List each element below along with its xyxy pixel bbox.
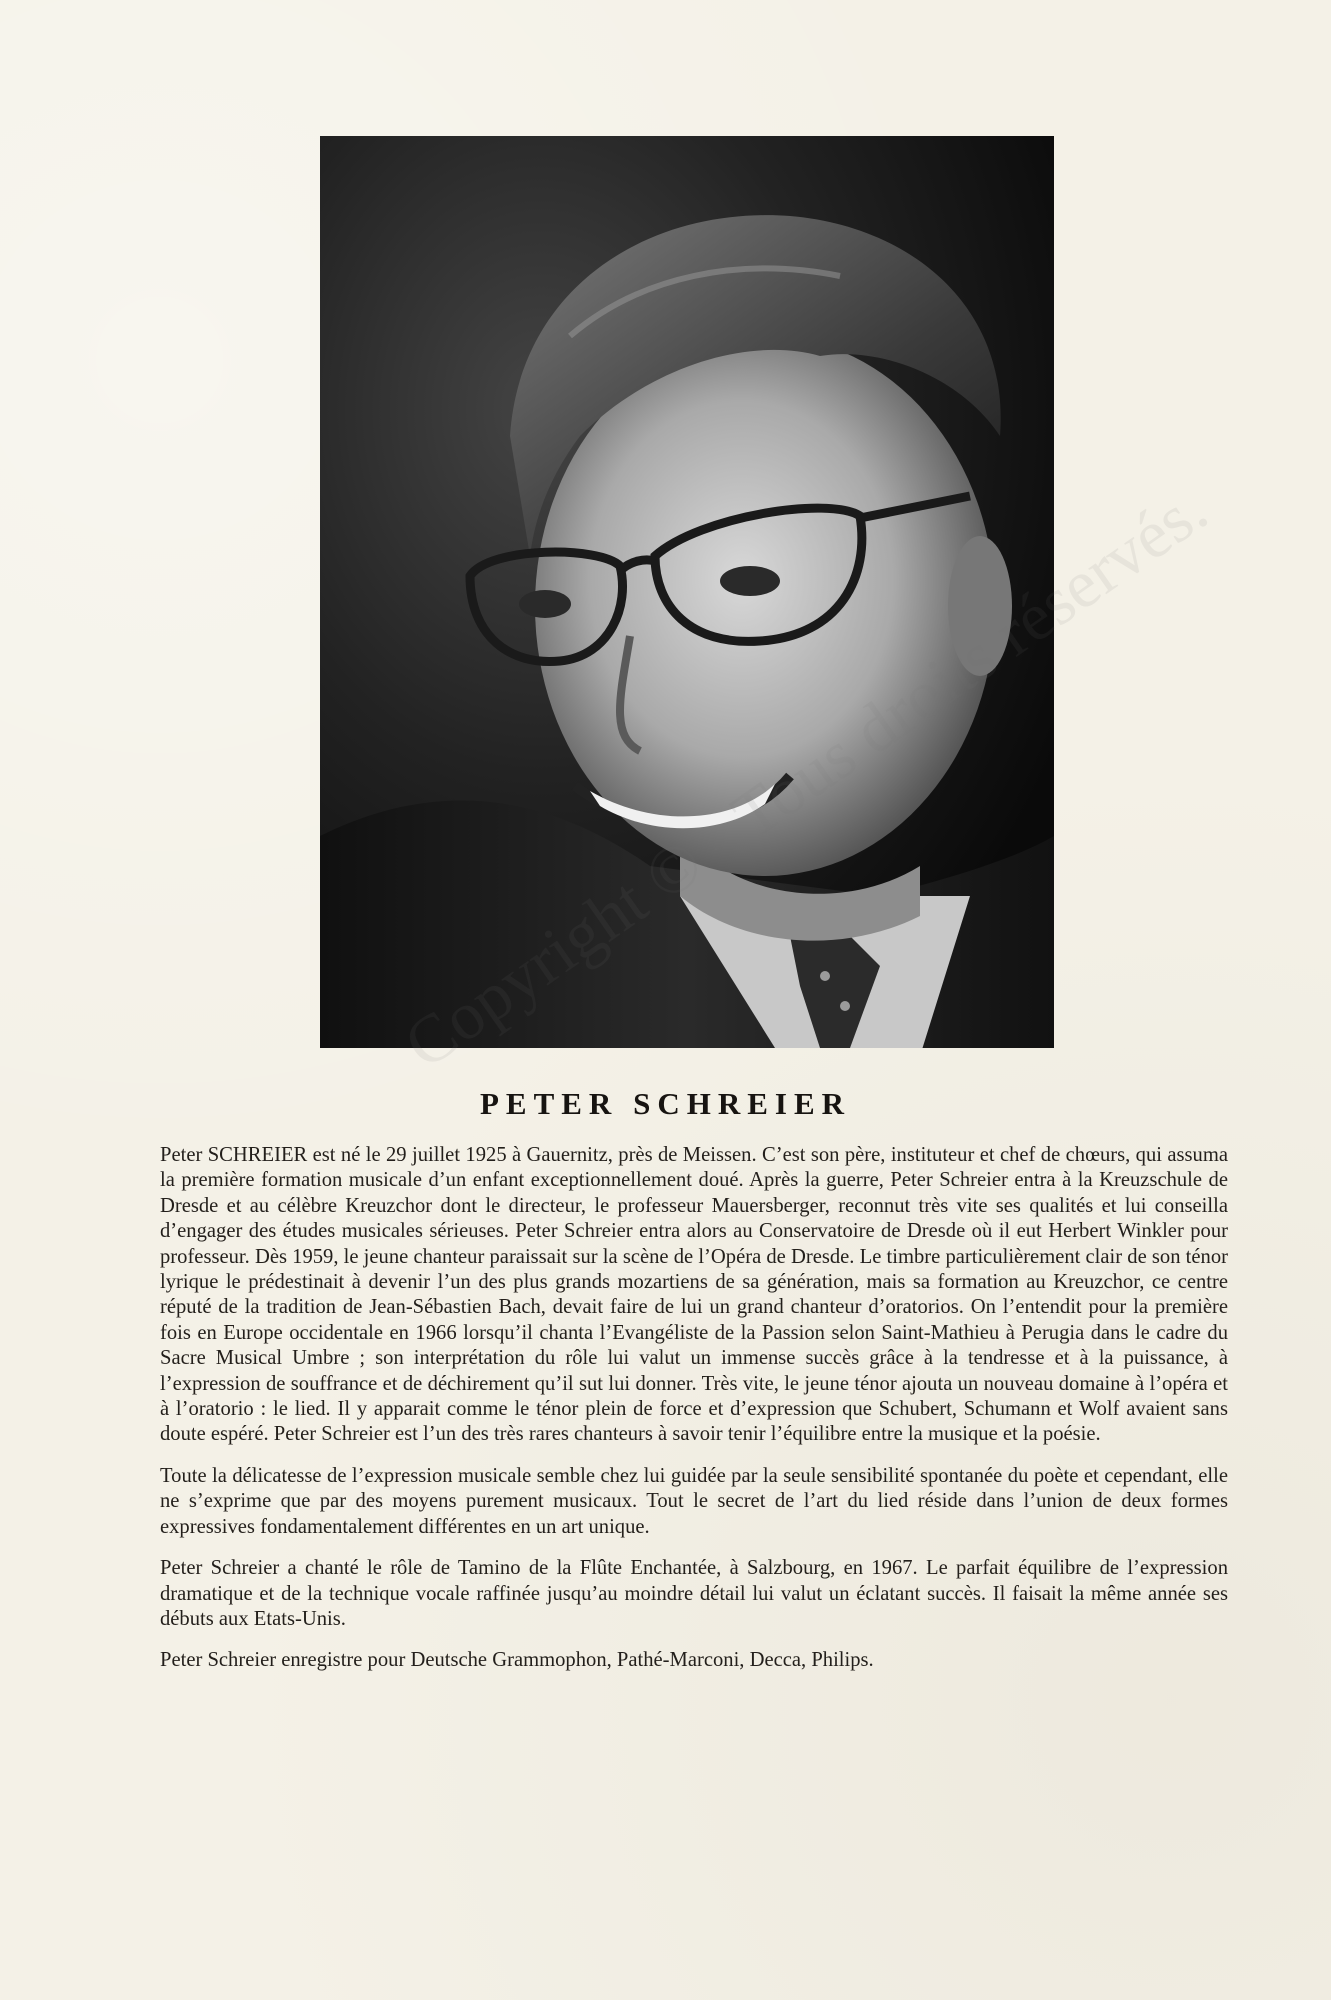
paragraph: Peter Schreier enregistre pour Deutsche Grammophon, Pathé-Marconi, Decca, Philips. bbox=[160, 1649, 874, 1672]
page-title: PETER SCHREIER bbox=[479, 1086, 852, 1121]
portrait-illustration bbox=[320, 136, 1054, 1048]
paragraph: Peter Schreier a chanté le rôle de Tamino de la Flûte Enchantée, à Salzbourg, en 1967. Le parfait équilibre de l’expression dramatique et de la technique vocale raffinée jusqu’au moindre détail lui valut un éclatant succès. Il faisait la même année ses débuts aux Etats-Unis. bbox=[160, 1557, 1228, 1630]
portrait-photo bbox=[320, 136, 1054, 1048]
biography-text bbox=[160, 1143, 1228, 1690]
watermark-text: réservés. bbox=[980, 470, 1221, 671]
paragraph: Toute la délicatesse de l’expression musicale semble chez lui guidée par la seule sensibilité spontanée du poète et cependant, elle ne s’exprime que par des moyens purement musicaux. Tout le secret de l’art du lied réside dans l’union de deux formes expressives fondamentalement différentes en un art unique. bbox=[160, 1464, 1228, 1538]
paragraph: Peter SCHREIER est né le 29 juillet 1925 à Gauernitz, près de Meissen. C’est son père, instituteur et chef de chœurs, qui assuma la première formation musicale d’un enfant exceptionnellement doué. Après la guerre, Peter Schreier entra à la Kreuzschule de Dresde et au célèbre Kreuzchor dont le directeur, le professeur Mauersberger, reconnut très vite ses qualités et lui conseilla d’engager des études musicales sérieuses. Peter Schreier entra alors au Conservatoire de Dresde où il eut Herbert Winkler pour professeur. Dès 1959, le jeune chanteur paraissait sur la scène de l’Opéra de Dresde. Le timbre particulièrement clair de son ténor lyrique le prédestinait à devenir l’un des plus grands mozartiens de sa génération, mais sa formation au Kreuzchor, ce centre réputé de la tradition de Jean-Sébastien Bach, devait faire de lui un grand chanteur d’oratorios. On l’entendit pour la première fois en Europe occidentale en 1966 lorsqu’il chanta l’Evangéliste de la Passion selon Saint-Mathieu à Perugia dans le cadre du Sacre Musical Umbre ; son interprétation du rôle lui valut un immense succès grâce à la tendresse et à la puissance, à l’expression de souffrance et de déchirement qu’il sut lui donner. Très vite, le jeune ténor ajouta un nouveau domaine à l’opéra et à l’oratorio : le lied. Il y apparait comme le ténor plein de force et d’expression que Schubert, Schumann et Wolf avaient sans doute espéré. Peter Schreier est l’un des très rares chanteurs à savoir tenir l’équilibre entre la musique et la poésie. bbox=[160, 1144, 1228, 1446]
